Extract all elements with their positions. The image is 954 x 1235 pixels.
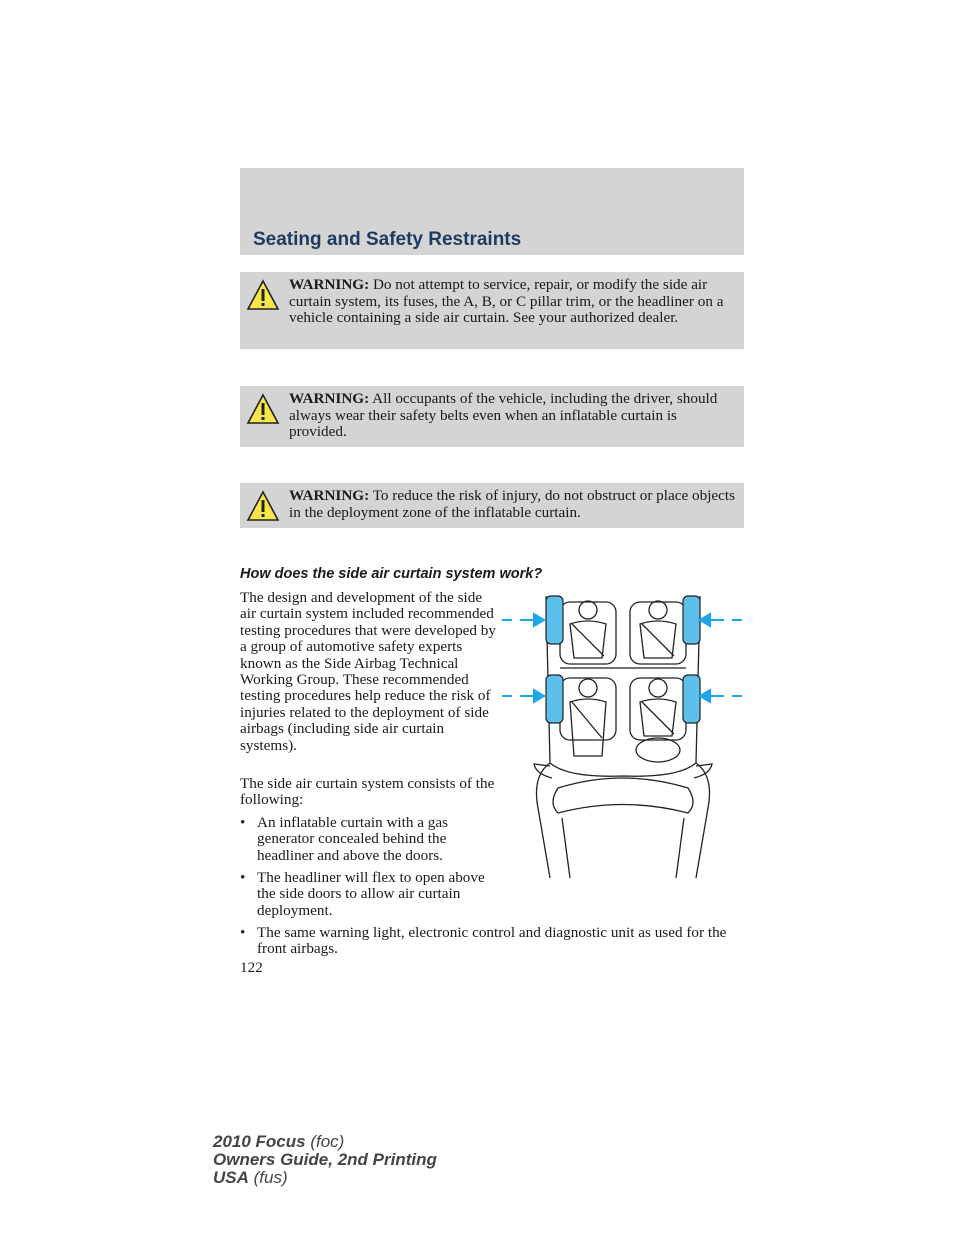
footer bbox=[213, 1133, 437, 1187]
footer-region: USA bbox=[213, 1168, 249, 1187]
bullet-marker: • bbox=[240, 869, 246, 886]
list-item bbox=[240, 925, 744, 958]
footer-model: 2010 Focus bbox=[213, 1132, 306, 1151]
footer-printing: Owners Guide, 2nd Printing bbox=[213, 1150, 437, 1169]
paragraph-1: The design and development of the side air curtain system included recommended testing procedures that were developed by a group of automotive safety experts known as the Side Airbag Technical Working Group. These recommended testing procedures help reduce the risk of injuries related to the deployment of side airbags (including side air curtain systems). bbox=[240, 589, 496, 754]
warning-triangle-icon bbox=[246, 393, 280, 425]
warning-label: WARNING: bbox=[289, 487, 370, 504]
list-item bbox=[240, 815, 498, 864]
list-item-text: The same warning light, electronic control and diagnostic unit as used for the front airbags. bbox=[257, 924, 727, 958]
bullet-marker: • bbox=[240, 924, 246, 941]
warning-text: To reduce the risk of injury, do not obstruct or place objects in the deployment zone of the inflatable curtain. bbox=[289, 487, 736, 521]
warning-label: WARNING: bbox=[289, 276, 370, 293]
warning-text: All occupants of the vehicle, including the driver, should always wear their safety belts even when an inflatable curtain is provided. bbox=[289, 390, 718, 440]
list-item bbox=[240, 870, 498, 919]
footer-model-code: (foc) bbox=[305, 1132, 345, 1151]
warning-triangle-icon bbox=[246, 279, 280, 311]
header-band bbox=[240, 168, 744, 255]
footer-region-code: (fus) bbox=[248, 1168, 288, 1187]
warning-box-1 bbox=[240, 272, 744, 349]
paragraph-2: The side air curtain system consists of the following: bbox=[240, 775, 495, 809]
list-item-text: The headliner will flex to open above the side doors to allow air curtain deployment. bbox=[257, 869, 485, 919]
warning-box-2 bbox=[240, 386, 744, 447]
warning-text: Do not attempt to service, repair, or modify the side air curtain system, its fuses, the A, B, or C pillar trim, or the headliner on a vehicle containing a side air curtain. See your authorized dealer. bbox=[289, 276, 724, 326]
page-number: 122 bbox=[240, 959, 263, 976]
warning-box-3 bbox=[240, 483, 744, 528]
bullet-marker: • bbox=[240, 814, 246, 831]
page-title: Seating and Safety Restraints bbox=[253, 229, 522, 250]
vehicle-airbag-diagram bbox=[498, 588, 746, 880]
warning-triangle-icon bbox=[246, 490, 280, 522]
section-heading: How does the side air curtain system work? bbox=[240, 566, 543, 582]
warning-label: WARNING: bbox=[289, 390, 370, 407]
list-item-text: An inflatable curtain with a gas generator concealed behind the headliner and above the doors. bbox=[257, 814, 449, 864]
